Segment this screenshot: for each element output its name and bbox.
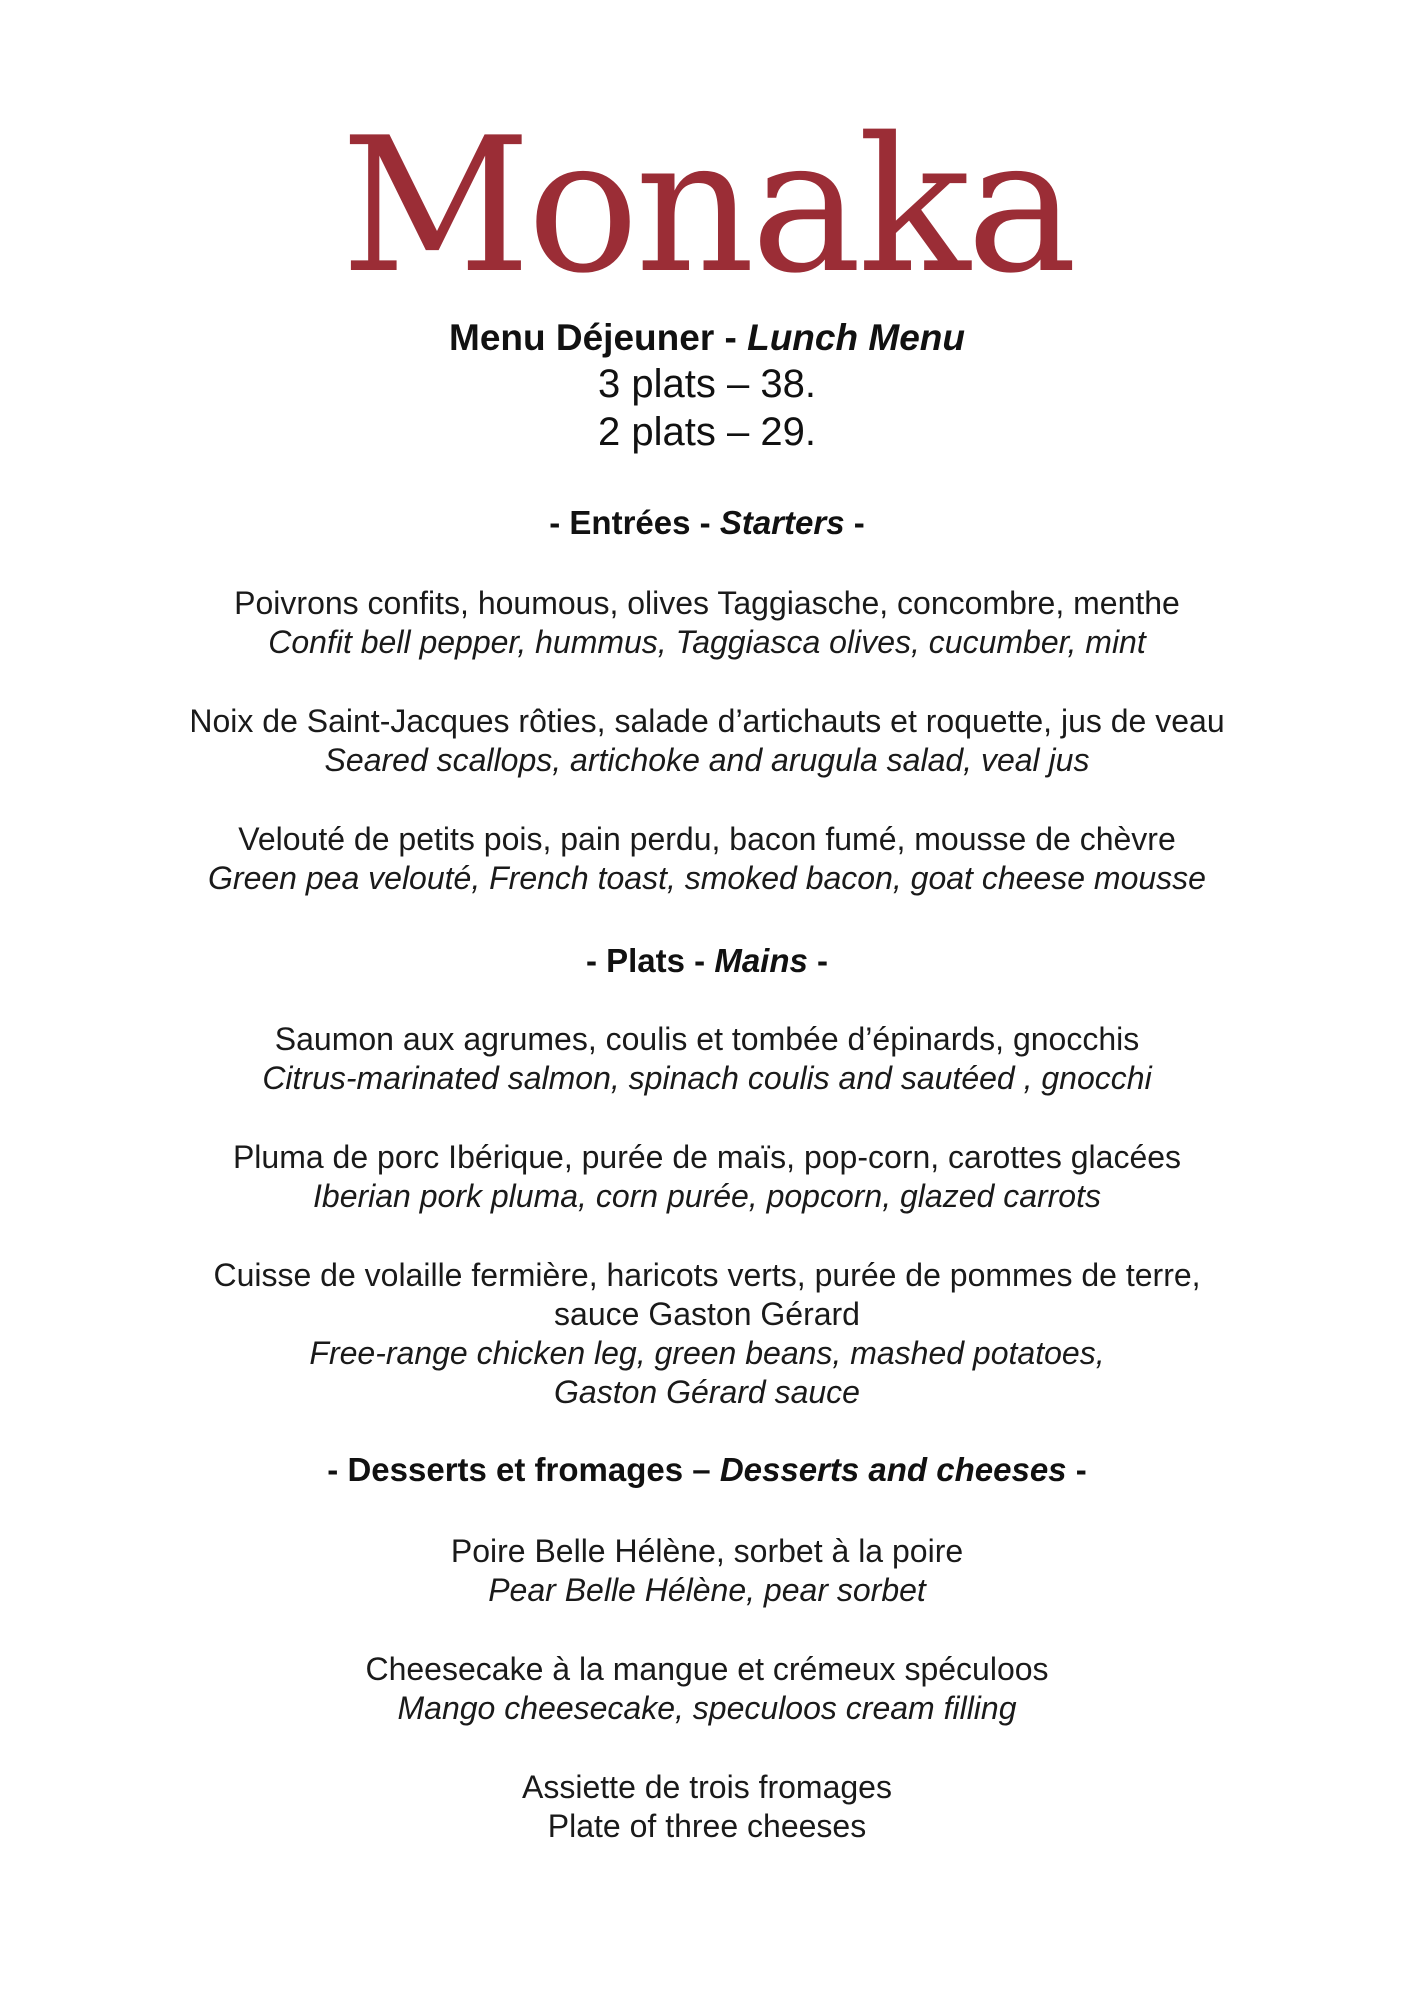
section-heading-fr: - Plats - — [585, 942, 715, 979]
dish-item — [0, 1020, 1414, 1098]
dish-name-en: Iberian pork pluma, corn purée, popcorn, glazed carrots — [313, 1178, 1101, 1214]
dish-name-fr: Poivrons confits, houmous, olives Taggiasche, concombre, menthe — [234, 585, 1180, 621]
section-heading-fr: - Entrées - — [549, 504, 720, 541]
section-heading-end: - — [1066, 1451, 1087, 1488]
brand-logo: Monaka — [340, 97, 1074, 314]
dish-name-fr: Velouté de petits pois, pain perdu, bacon fumé, mousse de chèvre — [238, 821, 1176, 857]
dish-name-fr: Cheesecake à la mangue et crémeux spéculoos — [365, 1651, 1049, 1687]
dish-name-fr: Assiette de trois fromages — [522, 1769, 892, 1805]
menu-title — [0, 316, 1414, 360]
section-heading-desserts — [0, 1450, 1414, 1490]
section-heading-en: Desserts and cheeses — [719, 1451, 1067, 1488]
section-heading-en: Starters — [719, 504, 845, 541]
dish-name-en: Plate of three cheeses — [547, 1808, 867, 1844]
dish-name-en: Confit bell pepper, hummus, Taggiasca olives, cucumber, mint — [268, 624, 1146, 660]
dish-item — [0, 1768, 1414, 1846]
menu-title-en: Lunch Menu — [747, 317, 965, 358]
dish-name-en: Gaston Gérard sauce — [554, 1374, 860, 1410]
section-heading-en: Mains — [714, 942, 808, 979]
dish-item — [0, 1650, 1414, 1728]
dish-name-fr: sauce Gaston Gérard — [554, 1296, 860, 1332]
dish-name-en: Green pea velouté, French toast, smoked bacon, goat cheese mousse — [208, 860, 1206, 896]
menu-header — [0, 316, 1414, 456]
dish-name-en: Free-range chicken leg, green beans, mashed potatoes, — [309, 1335, 1105, 1371]
dish-name-fr: Pluma de porc Ibérique, purée de maïs, pop-corn, carottes glacées — [232, 1139, 1182, 1175]
menu-title-sep: - — [714, 317, 748, 358]
dish-name-fr: Poire Belle Hélène, sorbet à la poire — [450, 1533, 964, 1569]
dish-name-fr: Noix de Saint-Jacques rôties, salade d’artichauts et roquette, jus de veau — [189, 703, 1225, 739]
dish-name-en: Pear Belle Hélène, pear sorbet — [488, 1572, 926, 1608]
section-heading-starters — [0, 503, 1414, 543]
section-heading-end: - — [844, 504, 865, 541]
dish-name-en: Seared scallops, artichoke and arugula salad, veal jus — [324, 742, 1090, 778]
price-three-courses: 3 plats – 38. — [598, 362, 816, 406]
dish-name-en: Citrus-marinated salmon, spinach coulis and sautéed , gnocchi — [262, 1060, 1152, 1096]
dish-item — [0, 820, 1414, 898]
dish-item — [0, 1532, 1414, 1610]
section-heading-mains — [0, 941, 1414, 981]
section-heading-end: - — [807, 942, 829, 979]
dish-item — [0, 1138, 1414, 1216]
dish-name-fr: Saumon aux agrumes, coulis et tombée d’épinards, gnocchis — [274, 1021, 1140, 1057]
dish-name-fr: Cuisse de volaille fermière, haricots verts, purée de pommes de terre, — [213, 1257, 1201, 1293]
dish-item — [0, 584, 1414, 662]
section-heading-fr: - Desserts et fromages – — [327, 1451, 720, 1488]
price-two-courses: 2 plats – 29. — [598, 410, 816, 454]
menu-title-fr: Menu Déjeuner — [449, 317, 715, 358]
dish-item — [0, 702, 1414, 780]
dish-item — [0, 1256, 1414, 1412]
dish-name-en: Mango cheesecake, speculoos cream filling — [397, 1690, 1017, 1726]
